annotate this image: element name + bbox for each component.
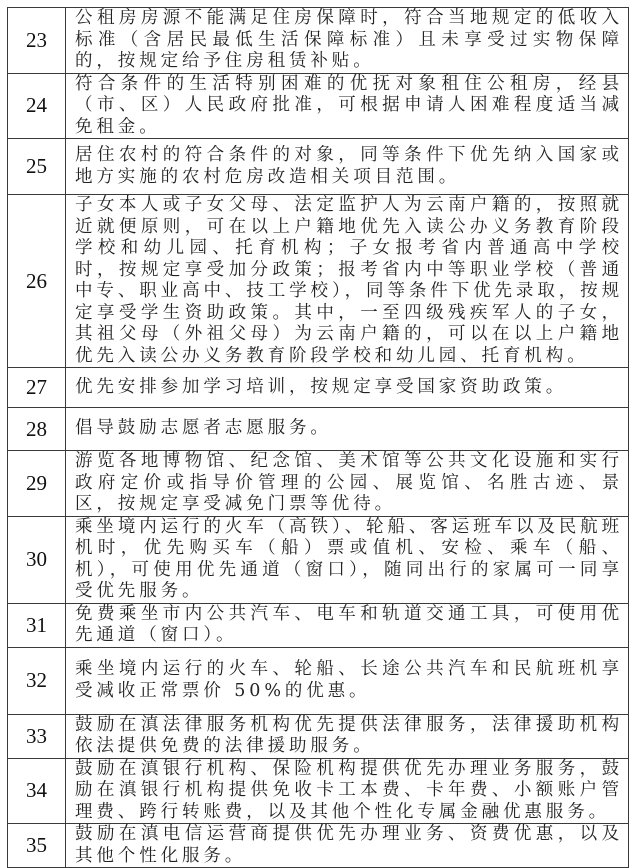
item-description: 符合条件的生活特别困难的优抚对象租住公租房，经县（市、区）人民政府批准，可根据申请人困难程度适当减免租金。 <box>66 73 629 139</box>
item-description: 优先安排参加学习培训，按规定享受国家资助政策。 <box>66 368 629 408</box>
item-description: 鼓励在滇银行机构、保险机构提供优先办理业务服务，鼓励在滇银行机构提供免收卡工本费、卡年费、小额账户管理费、跨行转账费，以及其他个性化专属金融优惠服务。 <box>66 758 629 824</box>
item-number: 30 <box>8 516 66 603</box>
table-row-34 <box>8 758 629 824</box>
item-description: 鼓励在滇电信运营商提供优先办理业务、资费优惠，以及其他个性化服务。 <box>66 824 629 868</box>
table-row-27 <box>8 368 629 408</box>
table-row-31 <box>8 603 629 647</box>
table-row-32 <box>8 647 629 714</box>
table-row-35 <box>8 824 629 868</box>
benefits-table <box>7 7 629 868</box>
item-description: 乘坐境内运行的火车、轮船、长途公共汽车和民航班机享受减收正常票价 50%的优惠。 <box>66 647 629 714</box>
item-description: 免费乘坐市内公共汽车、电车和轨道交通工具，可使用优先通道（窗口）。 <box>66 603 629 647</box>
item-description: 倡导鼓励志愿者志愿服务。 <box>66 408 629 451</box>
item-description: 公租房房源不能满足住房保障时，符合当地规定的低收入标准（含居民最低生活保障标准）且未享受过实物保障的，按规定给予住房租赁补贴。 <box>66 8 629 74</box>
item-description: 子女本人或子女父母、法定监护人为云南户籍的，按照就近就便原则，可在以上户籍地优先入读公办义务教育阶段学校和幼儿园、托育机构；子女报考省内普通高中学校时，按规定享受加分政策；报考省内中等职业学校（普通中专、职业高中、技工学校），同等条件下优先录取，按规定享受学生资助政策。其中，一至四级残疾军人的子女，其祖父母（外祖父母）为云南户籍的，可以在以上户籍地优先入读公办义务教育阶段学校和幼儿园、托育机构。 <box>66 195 629 368</box>
item-description: 鼓励在滇法律服务机构优先提供法律服务，法律援助机构依法提供免费的法律援助服务。 <box>66 714 629 758</box>
item-number: 24 <box>8 73 66 139</box>
table-row-28 <box>8 408 629 451</box>
item-number: 34 <box>8 758 66 824</box>
benefits-table-body <box>8 8 629 868</box>
item-description: 游览各地博物馆、纪念馆、美术馆等公共文化设施和实行政府定价或指导价管理的公园、展览馆、名胜古迹、景区，按规定享受减免门票等优待。 <box>66 451 629 517</box>
table-row-23 <box>8 8 629 74</box>
table-row-29 <box>8 451 629 517</box>
table-row-30 <box>8 516 629 603</box>
item-number: 32 <box>8 647 66 714</box>
item-number: 29 <box>8 451 66 517</box>
item-description: 乘坐境内运行的火车（高铁）、轮船、客运班车以及民航班机时，优先购买车（船）票或值机、安检、乘车（船、机），可使用优先通道（窗口），随同出行的家属可一同享受优先服务。 <box>66 516 629 603</box>
item-number: 23 <box>8 8 66 74</box>
item-number: 35 <box>8 824 66 868</box>
item-number: 27 <box>8 368 66 408</box>
item-number: 26 <box>8 195 66 368</box>
item-number: 31 <box>8 603 66 647</box>
table-row-24 <box>8 73 629 139</box>
table-row-26 <box>8 195 629 368</box>
item-number: 25 <box>8 139 66 195</box>
table-row-33 <box>8 714 629 758</box>
item-description: 居住农村的符合条件的对象，同等条件下优先纳入国家或地方实施的农村危房改造相关项目范围。 <box>66 139 629 195</box>
item-number: 28 <box>8 408 66 451</box>
table-row-25 <box>8 139 629 195</box>
item-number: 33 <box>8 714 66 758</box>
